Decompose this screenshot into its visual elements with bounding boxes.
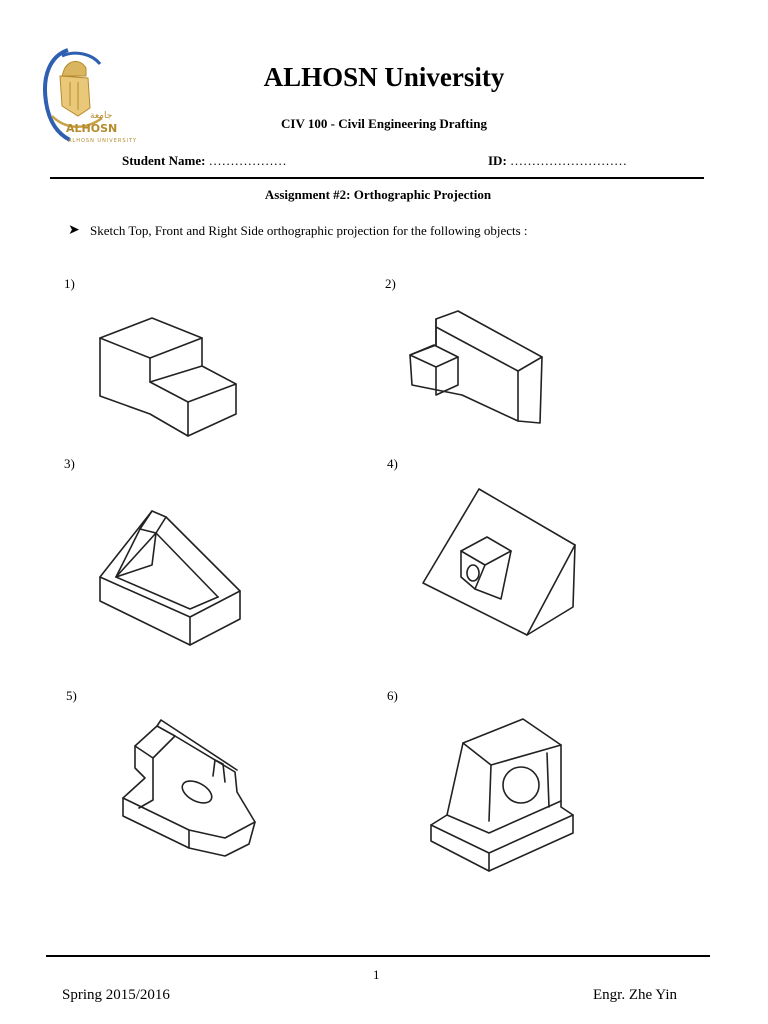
student-name-blank: ……………… (208, 153, 287, 168)
footer-divider (46, 955, 710, 957)
figure-label-6: 6) (387, 688, 398, 703)
instructor-name: Engr. Zhe Yin (593, 987, 678, 1003)
angle-bracket-with-hole-icon (425, 715, 585, 880)
id-blank: ……………………… (510, 153, 628, 168)
svg-text:ALHOSN: ALHOSN (66, 122, 118, 135)
semester-text: Spring 2015/2016 (62, 987, 170, 1003)
student-name-field (122, 153, 287, 169)
page-number: 1 (373, 967, 380, 982)
arrow-bullet-icon: ➤ (68, 223, 80, 238)
student-name-label: Student Name: (122, 153, 206, 168)
block-with-small-cube-icon (400, 305, 560, 430)
slotted-bracket-icon (115, 712, 265, 862)
course-title: CIV 100 - Civil Engineering Drafting (281, 116, 487, 131)
triangular-rib-base-icon (92, 505, 247, 650)
stepped-block-icon (90, 310, 260, 440)
wedge-with-cube-icon (415, 485, 585, 645)
logo-text: ALHOSN UNIVERSITY (68, 138, 138, 144)
university-title: ALHOSN University (263, 62, 505, 92)
instruction-text: Sketch Top, Front and Right Side orthographic projection for the following objects : (90, 223, 528, 238)
figure-label-3: 3) (64, 456, 75, 471)
figure-label-2: 2) (385, 276, 396, 291)
svg-text:جامعة: جامعة (90, 111, 113, 121)
figure-label-1: 1) (64, 276, 75, 291)
figure-label-5: 5) (66, 688, 77, 703)
figure-label-4: 4) (387, 456, 398, 471)
header-divider (50, 177, 704, 179)
student-id-field (488, 153, 627, 169)
assignment-title: Assignment #2: Orthographic Projection (264, 187, 492, 202)
id-label: ID: (488, 153, 507, 168)
